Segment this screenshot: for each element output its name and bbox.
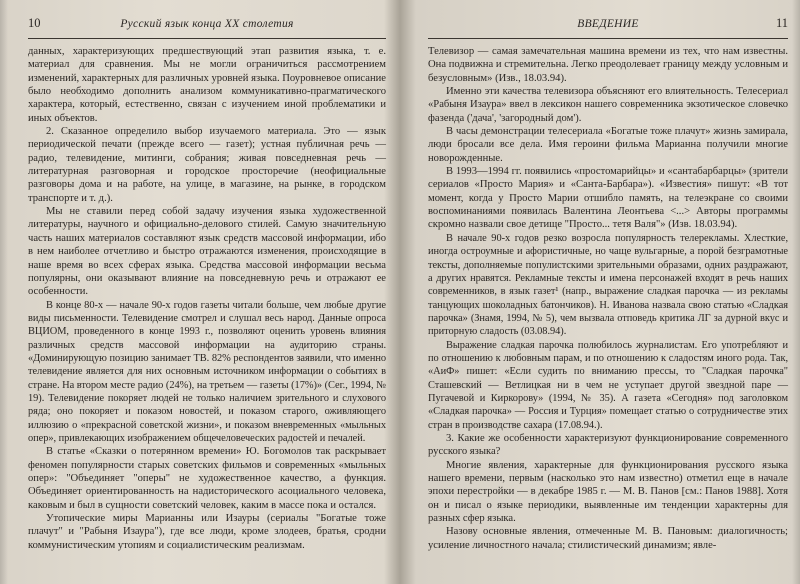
paragraph: В 1993—1994 гг. появились «простомарийцы» и «сантабарбарцы» (зрители сериалов «Просто Мария» и «Санта-Барбара»). «Известия» пишут: «В тот момент, когда у Просто Марии отшибло память, на телеэкране со своими воспоминаниями появилась Валентина Леонтьева <...> Авторы программы скромно назвали свое детище "Просто... тетя Валя"» (Изв. 18.03.94). [428,166,788,231]
running-head [28,16,386,39]
left-page [0,0,398,584]
paragraph: В начале 90-х годов резко возросла популярность телерекламы. Хлесткие, иногда остроумные и афористичные, но чаще вульгарные, а порой безграмотные тексты, дополняемые популистскими зрительными образами, одних раздражают, а других нравятся. Рекламные тексты и имена персонажей входят в речь наших современников, в язык газет¹ (напр., выражение сладкая парочка — из рекламы танцующих шоколадных батончиков). Н. Иванова назвала свою статью «Сладкая парочка» (Знамя, 1994, № 5), чем вызвала отповедь критика ЛГ за дурной вкус и приторную сладость (03.08.94). [428,232,788,338]
right-page [402,0,800,584]
page-text [28,45,386,552]
paragraph: Мы не ставили перед собой задачу изучения языка художественной литературы, научного и официально-делового стилей. Самую значительную часть наших материалов составляют язык средств массовой информации, ибо в нем наиболее отчетливо и быстро отражаются изменения, происходящие в наше время во всех сферах языка. Средства массовой информации весьма популярны, они оказывают влияние на повседневную речь и отражают ее особенности. [28,206,386,298]
paragraph: 3. Какие же особенности характеризуют функционирование современного русского языка? [428,432,788,458]
running-title: Русский язык конца XX столетия [120,18,294,30]
running-head [428,16,788,39]
page-number: 11 [775,16,788,30]
paragraph: 2. Сказанное определило выбор изучаемого материала. Это — язык периодической печати (прежде всего — газет); устная публичная речь — радио, телевидение, митинги, собрания; живая повседневная речь — литературная разговорная и городское просторечие (неофициальные разговоры дома и на работе, на улице, в магазине, на рынке, в городском транспорте и т. д.). [28,126,386,204]
paragraph: В часы демонстрации телесериала «Богатые тоже плачут» жизнь замирала, люди бросали все дела. Имя героини фильма Марианна получили многие новорожденные. [428,126,788,164]
paragraph: Выражение сладкая парочка полюбилось журналистам. Его употребляют и по отношению к любовным парам, и по отношению к сладостям иного рода. Так, «АиФ» пишет: «Если судить по вниманию прессы, то "Сладкая парочка" Сташевский — Ветлицкая ни в чем не уступает другой звездной паре — Пугачевой и Киркорову» (1994, № 35). А газета «Сегодня» под заголовком «Сладкая парочка» — Россия и Турция» помещает статью о сотрудничестве этих стран в производстве сахара (17.08.94.). [428,339,788,431]
paragraph: Именно эти качества телевизора объясняют его влиятельность. Телесериал «Рабыня Изаура» ввел в лексикон нашего современника экзотическое словечко фазенда ('дача', 'загородный дом'). [428,86,788,124]
paragraph: Многие явления, характерные для функционирования русского языка нашего времени, первым (насколько это нам известно) отметил еще в начале эпохи перестройки — в декабре 1985 г. — М. В. Панов [см.: Панов 1988]. Хотя он и писал о языке периодики, выявленные им тенденции характерны для разных сфер языка. [428,459,788,525]
running-title: ВВЕДЕНИЕ [577,18,639,30]
paragraph: Утопические миры Марианны или Изауры (сериалы "Богатые тоже плачут" и "Рабыня Изаура"), где все люди, кроме злодеев, братья, сродни коммунистическим утопиям и социалистическим реализмам. [28,513,386,551]
paragraph: Телевизор — самая замечательная машина времени из тех, что нам известны. Она подвижна и стремительна. Легко преодолевает границу между условным и безусловным» (Изв., 18.03.94). [428,46,788,84]
paragraph: В статье «Сказки о потерянном времени» Ю. Богомолов так раскрывает феномен популярности старых советских фильмов и современных «мыльных опер»: "Объединяет "оперы" не художественное качество, а функция. Объединяет ориентированность на надисторического асоциального человека, каковым и был в сущности советский человек, каким в массе пока и остался. [28,446,386,511]
paragraph: В конце 80-х — начале 90-х годов газеты читали больше, чем любые другие виды письменности. Телевидение смотрел и слушал весь народ. Данные опроса ВЦИОМ, проведенного в конце 1993 г., позволяют оценить уровень влияния различных средств массовой информации на аудиторию страны. «Доминирующую позицию занимает ТВ. 82% респондентов заявили, что именно телевидение является для них основным источником информации о событиях в стране. На втором месте радио (24%), на третьем — газеты (17%)» (Сег., 1994, № 19). Телевидение покоряет людей не только наличием зрительного и слухового ряда; оно покоряет и показом новостей, и показом старого, оживляющего иллюзию о «прекрасной советской жизни», и показом вневременных «мыльных опер», привлекающих изображением общечеловеческих радостей и печалей. [28,299,386,444]
page-number: 10 [28,16,41,30]
paragraph: данных, характеризующих предшествующий этап развития языка, т. е. материал для сравнения. Мы не могли ограничиться рассмотрением изменений, характерных для различных уровней языка. Поуровневое описание было необходимо дополнить анализом коммуникативно-прагматического характера, который, естественно, связан с изучением иной проблематики и иных объектов. [28,46,386,124]
page-text [428,45,788,552]
paragraph: Назову основные явления, отмеченные М. В. Пановым: диалогичность; усиление личностного начала; стилистический динамизм; явле- [428,526,788,551]
page-shade [792,0,800,584]
page-shade [0,0,8,584]
